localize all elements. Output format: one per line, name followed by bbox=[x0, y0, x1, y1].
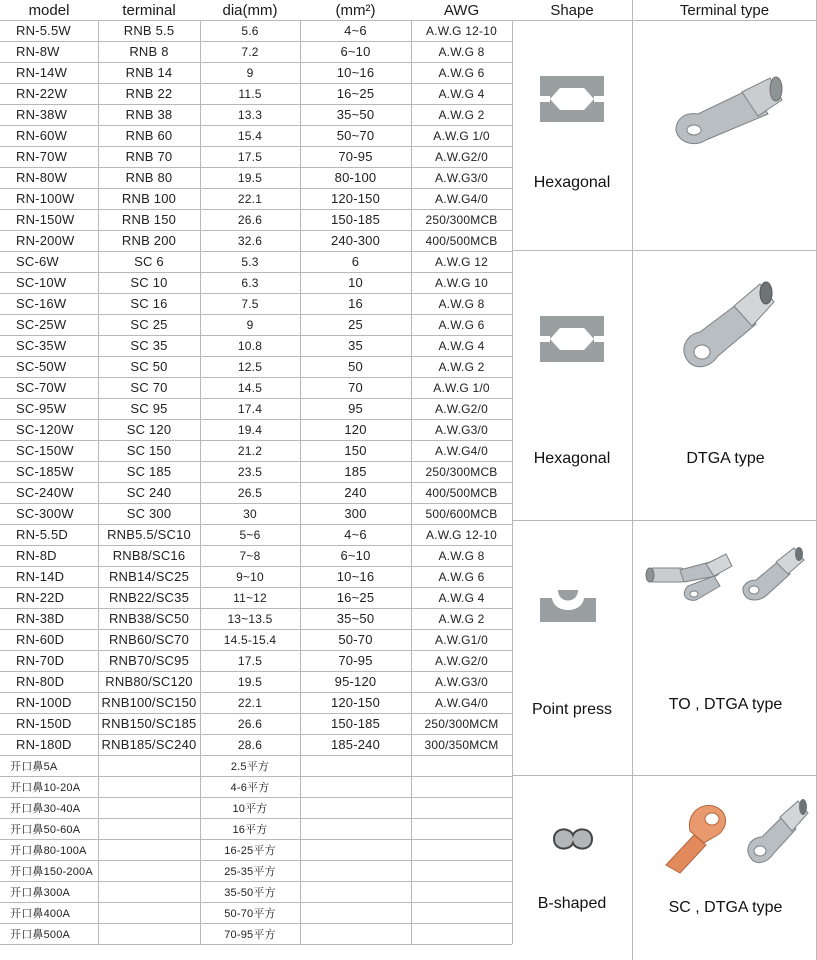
table-row bbox=[0, 125, 512, 146]
cell-model: RN-8D bbox=[16, 548, 57, 563]
shape-label: B-shaped bbox=[537, 895, 607, 912]
cell-awg: A.W.G4/0 bbox=[435, 191, 488, 206]
cell-awg bbox=[411, 755, 512, 776]
cell-dia: 35-50平方 bbox=[224, 886, 276, 899]
cell-awg: A.W.G 2 bbox=[438, 107, 485, 122]
group-open-nose bbox=[512, 775, 817, 960]
cell-terminal: SC 70 bbox=[130, 380, 168, 395]
cell-mm2: 95 bbox=[348, 401, 363, 416]
cell-model: RN-200W bbox=[16, 233, 75, 248]
cell-terminal: RNB70/SC95 bbox=[108, 653, 190, 668]
cell-awg: A.W.G 12-10 bbox=[426, 23, 497, 38]
cell-dia: 26.5 bbox=[237, 485, 263, 500]
cell-model: RN-180D bbox=[16, 737, 72, 752]
cell-mm2: 25 bbox=[348, 317, 363, 332]
table-row bbox=[0, 461, 512, 482]
cell-model: RN-60W bbox=[16, 128, 68, 143]
cell-awg: A.W.G 8 bbox=[438, 548, 485, 563]
header-awg: AWG bbox=[443, 1, 480, 19]
cell-terminal: RNB 60 bbox=[125, 128, 173, 143]
cell-awg: 250/300MCB bbox=[425, 464, 498, 479]
table-row bbox=[0, 272, 512, 293]
cell-awg: 300/350MCM bbox=[424, 737, 499, 752]
cell-dia: 5~6 bbox=[239, 527, 261, 542]
cell-terminal: RNB 100 bbox=[121, 191, 177, 206]
group-rn-d bbox=[512, 520, 817, 775]
table-row bbox=[0, 419, 512, 440]
table-row bbox=[0, 545, 512, 566]
cell-model: RN-150W bbox=[16, 212, 75, 227]
cell-mm2 bbox=[300, 797, 411, 818]
cell-model: SC-16W bbox=[16, 296, 67, 311]
cell-mm2 bbox=[300, 923, 411, 944]
table-row bbox=[0, 41, 512, 62]
table-row bbox=[0, 314, 512, 335]
cell-dia: 10.8 bbox=[237, 338, 263, 353]
cell-dia: 17.4 bbox=[237, 401, 263, 416]
cell-mm2 bbox=[300, 902, 411, 923]
cell-model: SC-95W bbox=[16, 401, 67, 416]
cell-mm2: 35~50 bbox=[336, 611, 375, 626]
cell-terminal bbox=[98, 881, 200, 902]
cell-mm2: 120-150 bbox=[330, 695, 381, 710]
cell-mm2 bbox=[300, 881, 411, 902]
cell-terminal: SC 10 bbox=[130, 275, 168, 290]
header-model: model bbox=[28, 1, 70, 19]
table-row bbox=[0, 209, 512, 230]
cell-dia: 30 bbox=[243, 506, 257, 521]
cell-model: RN-8W bbox=[16, 44, 60, 59]
cell-mm2: 300 bbox=[344, 506, 367, 521]
cell-terminal: SC 120 bbox=[126, 422, 172, 437]
cell-mm2: 16~25 bbox=[336, 590, 375, 605]
table-row bbox=[0, 902, 512, 923]
cell-awg: A.W.G 2 bbox=[438, 611, 485, 626]
cell-model: 开口鼻500A bbox=[10, 928, 71, 941]
cell-awg bbox=[411, 923, 512, 944]
table-row bbox=[0, 587, 512, 608]
cell-mm2: 10 bbox=[348, 275, 363, 290]
cell-terminal: RNB 22 bbox=[125, 86, 173, 101]
cell-mm2: 120-150 bbox=[330, 191, 381, 206]
shape-label: Hexagonal bbox=[533, 450, 611, 467]
cell-terminal: RNB185/SC240 bbox=[101, 737, 197, 752]
cell-mm2: 150 bbox=[344, 443, 367, 458]
cell-terminal: RNB 80 bbox=[125, 170, 173, 185]
cell-model: RN-5.5D bbox=[16, 527, 68, 542]
group-rn-w bbox=[512, 20, 817, 250]
cell-model: RN-150D bbox=[16, 716, 72, 731]
table-row bbox=[0, 188, 512, 209]
hexagonal-die-icon bbox=[540, 316, 604, 362]
cell-terminal: SC 150 bbox=[126, 443, 172, 458]
terminal-type-label: SC , DTGA type bbox=[668, 899, 783, 916]
cell-model: SC-35W bbox=[16, 338, 67, 353]
shape-label: Hexagonal bbox=[533, 174, 611, 191]
cell-awg: A.W.G 6 bbox=[438, 65, 485, 80]
table-row bbox=[0, 776, 512, 797]
cell-awg bbox=[411, 902, 512, 923]
cell-terminal: SC 240 bbox=[126, 485, 172, 500]
cell-terminal: SC 25 bbox=[130, 317, 168, 332]
header-terminal: terminal bbox=[122, 1, 176, 19]
cell-dia: 2.5平方 bbox=[230, 760, 270, 773]
table-row bbox=[0, 83, 512, 104]
cell-model: 开口鼻10-20A bbox=[10, 781, 81, 794]
cell-model: RN-38W bbox=[16, 107, 68, 122]
cell-dia: 7~8 bbox=[239, 548, 261, 563]
cell-awg: A.W.G4/0 bbox=[435, 443, 488, 458]
cell-model: SC-150W bbox=[16, 443, 74, 458]
cell-model: RN-70D bbox=[16, 653, 65, 668]
ring-terminal-picture bbox=[672, 70, 784, 148]
cell-model: RN-22D bbox=[16, 590, 65, 605]
table-row bbox=[0, 671, 512, 692]
cell-model: RN-80D bbox=[16, 674, 65, 689]
cell-awg: A.W.G 6 bbox=[438, 317, 485, 332]
table-row bbox=[0, 629, 512, 650]
cell-terminal: SC 300 bbox=[126, 506, 172, 521]
cell-mm2: 70-95 bbox=[338, 149, 373, 164]
cell-model: RN-100W bbox=[16, 191, 75, 206]
cell-awg: 250/300MCM bbox=[424, 716, 499, 731]
cell-model: RN-38D bbox=[16, 611, 65, 626]
cell-awg: A.W.G3/0 bbox=[435, 170, 488, 185]
cell-terminal: RNB80/SC120 bbox=[105, 674, 193, 689]
cell-terminal bbox=[98, 755, 200, 776]
cell-model: RN-5.5W bbox=[16, 23, 71, 38]
cell-awg: A.W.G 12 bbox=[435, 254, 488, 269]
cell-mm2: 35 bbox=[348, 338, 363, 353]
cell-model: 开口鼻400A bbox=[10, 907, 71, 920]
cell-terminal: RNB 14 bbox=[125, 65, 173, 80]
dtga-terminal-picture bbox=[678, 280, 778, 372]
cell-dia: 25-35平方 bbox=[224, 865, 276, 878]
table-row bbox=[0, 923, 512, 944]
cell-dia: 10平方 bbox=[232, 802, 268, 815]
cell-awg: 400/500MCB bbox=[425, 485, 498, 500]
cell-awg: A.W.G 6 bbox=[438, 569, 485, 584]
cell-mm2: 80-100 bbox=[334, 170, 377, 185]
cell-awg: A.W.G2/0 bbox=[435, 401, 488, 416]
cell-dia: 13~13.5 bbox=[227, 611, 273, 626]
cell-terminal: SC 95 bbox=[130, 401, 168, 416]
cell-terminal: RNB 5.5 bbox=[123, 23, 175, 38]
cell-dia: 12.5 bbox=[237, 359, 263, 374]
cell-model: SC-300W bbox=[16, 506, 74, 521]
cell-dia: 22.1 bbox=[237, 191, 263, 206]
table-row bbox=[0, 818, 512, 839]
cell-model: SC-120W bbox=[16, 422, 74, 437]
cell-model: 开口鼻150-200A bbox=[10, 865, 93, 878]
table-row bbox=[0, 839, 512, 860]
cell-terminal bbox=[98, 776, 200, 797]
cell-model: 开口鼻80-100A bbox=[10, 844, 87, 857]
cell-awg: A.W.G1/0 bbox=[435, 632, 488, 647]
table-row bbox=[0, 335, 512, 356]
cell-awg bbox=[411, 776, 512, 797]
cell-dia: 9~10 bbox=[236, 569, 264, 584]
cell-dia: 4-6平方 bbox=[230, 781, 270, 794]
point-press-die-icon bbox=[540, 580, 596, 622]
cell-dia: 32.6 bbox=[237, 233, 263, 248]
table-row bbox=[0, 797, 512, 818]
cell-dia: 23.5 bbox=[237, 464, 263, 479]
table-row bbox=[0, 692, 512, 713]
cell-dia: 16-25平方 bbox=[224, 844, 276, 857]
cell-terminal: RNB 38 bbox=[125, 107, 173, 122]
cell-dia: 13.3 bbox=[237, 107, 263, 122]
cell-terminal: SC 185 bbox=[126, 464, 172, 479]
cell-model: RN-14W bbox=[16, 65, 68, 80]
cell-awg: A.W.G2/0 bbox=[435, 653, 488, 668]
table-row bbox=[0, 650, 512, 671]
table-row bbox=[0, 167, 512, 188]
header-terminal-type: Terminal type bbox=[679, 1, 770, 19]
table-row bbox=[0, 524, 512, 545]
cell-mm2: 10~16 bbox=[336, 569, 375, 584]
table-row bbox=[0, 566, 512, 587]
cell-terminal: RNB150/SC185 bbox=[101, 716, 197, 731]
cell-mm2: 50-70 bbox=[338, 632, 373, 647]
cell-terminal: RNB8/SC16 bbox=[112, 548, 186, 563]
cell-mm2: 10~16 bbox=[336, 65, 375, 80]
cell-dia: 6.3 bbox=[241, 275, 259, 290]
cell-terminal: SC 6 bbox=[134, 254, 164, 269]
terminal-type-label: TO , DTGA type bbox=[668, 696, 783, 713]
cell-dia: 5.3 bbox=[241, 254, 259, 269]
cell-dia: 15.4 bbox=[237, 128, 263, 143]
cell-dia: 7.2 bbox=[241, 44, 259, 59]
cell-mm2: 95-120 bbox=[334, 674, 377, 689]
cell-terminal: RNB 70 bbox=[125, 149, 173, 164]
cell-mm2: 16~25 bbox=[336, 86, 375, 101]
cell-mm2: 35~50 bbox=[336, 107, 375, 122]
cell-mm2: 50~70 bbox=[336, 128, 375, 143]
cell-awg: A.W.G 4 bbox=[438, 86, 485, 101]
cell-dia: 11.5 bbox=[238, 86, 262, 101]
cell-awg: A.W.G 10 bbox=[435, 275, 488, 290]
cell-terminal bbox=[98, 860, 200, 881]
cell-model: SC-10W bbox=[16, 275, 67, 290]
cell-dia: 9 bbox=[246, 317, 254, 332]
cell-awg: A.W.G3/0 bbox=[435, 422, 488, 437]
cell-mm2: 50 bbox=[348, 359, 363, 374]
cell-dia: 70-95平方 bbox=[224, 928, 276, 941]
grid-line bbox=[0, 944, 512, 945]
table-row bbox=[0, 62, 512, 83]
cell-dia: 26.6 bbox=[237, 716, 263, 731]
table-row bbox=[0, 20, 512, 41]
cell-dia: 5.6 bbox=[241, 23, 259, 38]
table-row bbox=[0, 398, 512, 419]
header-mm2: (mm²) bbox=[335, 1, 376, 19]
cell-mm2 bbox=[300, 839, 411, 860]
cell-dia: 17.5 bbox=[237, 653, 263, 668]
cell-model: RN-70W bbox=[16, 149, 68, 164]
cell-terminal: RNB 150 bbox=[121, 212, 177, 227]
cell-mm2: 240-300 bbox=[330, 233, 381, 248]
cell-mm2: 16 bbox=[348, 296, 363, 311]
table-row bbox=[0, 104, 512, 125]
cell-mm2: 185-240 bbox=[330, 737, 381, 752]
table-row bbox=[0, 482, 512, 503]
cell-mm2 bbox=[300, 776, 411, 797]
cell-awg: A.W.G 12-10 bbox=[426, 527, 497, 542]
header-shape: Shape bbox=[550, 1, 594, 19]
cell-model: SC-185W bbox=[16, 464, 74, 479]
cell-model: RN-100D bbox=[16, 695, 72, 710]
cell-terminal: RNB5.5/SC10 bbox=[107, 527, 191, 542]
cell-mm2: 6 bbox=[351, 254, 360, 269]
table-row bbox=[0, 251, 512, 272]
group-sc-w bbox=[512, 250, 817, 520]
cell-dia: 14.5 bbox=[237, 380, 263, 395]
cell-mm2: 150-185 bbox=[330, 716, 381, 731]
cell-awg: A.W.G 8 bbox=[438, 44, 485, 59]
cell-dia: 50-70平方 bbox=[224, 907, 276, 920]
cell-awg: A.W.G 8 bbox=[438, 296, 485, 311]
table-row bbox=[0, 503, 512, 524]
cell-terminal: SC 50 bbox=[130, 359, 168, 374]
cell-terminal: SC 16 bbox=[130, 296, 168, 311]
cell-awg: 400/500MCB bbox=[425, 233, 498, 248]
cell-mm2: 240 bbox=[344, 485, 367, 500]
cell-dia: 26.6 bbox=[237, 212, 263, 227]
cell-terminal bbox=[98, 902, 200, 923]
header-dia: dia(mm) bbox=[222, 1, 278, 19]
cell-awg: A.W.G4/0 bbox=[435, 695, 488, 710]
cell-awg: 500/600MCB bbox=[425, 506, 498, 521]
cell-mm2: 70 bbox=[348, 380, 363, 395]
cell-model: 开口鼻5A bbox=[10, 760, 58, 773]
table-row bbox=[0, 440, 512, 461]
hexagonal-die-icon bbox=[540, 76, 604, 122]
cell-terminal: RNB 8 bbox=[129, 44, 169, 59]
cell-mm2: 120 bbox=[344, 422, 367, 437]
cell-mm2 bbox=[300, 755, 411, 776]
cell-terminal bbox=[98, 797, 200, 818]
cell-terminal bbox=[98, 923, 200, 944]
cell-dia: 7.5 bbox=[241, 296, 259, 311]
cell-model: RN-80W bbox=[16, 170, 68, 185]
cell-dia: 16平方 bbox=[232, 823, 268, 836]
cell-model: RN-22W bbox=[16, 86, 68, 101]
cell-awg bbox=[411, 797, 512, 818]
cell-dia: 28.6 bbox=[237, 737, 263, 752]
cell-mm2 bbox=[300, 860, 411, 881]
table-row bbox=[0, 881, 512, 902]
cell-model: 开口鼻300A bbox=[10, 886, 71, 899]
cell-terminal: RNB14/SC25 bbox=[108, 569, 190, 584]
table-row bbox=[0, 755, 512, 776]
cell-dia: 19.5 bbox=[237, 674, 263, 689]
cell-model: SC-6W bbox=[16, 254, 59, 269]
cell-model: RN-14D bbox=[16, 569, 65, 584]
table-row bbox=[0, 713, 512, 734]
cell-dia: 19.5 bbox=[237, 170, 263, 185]
cell-terminal: RNB22/SC35 bbox=[108, 590, 190, 605]
table-row bbox=[0, 860, 512, 881]
table-row bbox=[0, 377, 512, 398]
cell-model: SC-50W bbox=[16, 359, 67, 374]
cell-model: RN-60D bbox=[16, 632, 65, 647]
cell-terminal bbox=[98, 839, 200, 860]
cell-dia: 9 bbox=[246, 65, 254, 80]
cell-awg: 250/300MCB bbox=[425, 212, 498, 227]
to-dtga-terminals-picture bbox=[640, 542, 810, 608]
cell-dia: 14.5-15.4 bbox=[223, 632, 277, 647]
cell-awg: A.W.G 1/0 bbox=[433, 380, 490, 395]
cell-awg: A.W.G 2 bbox=[438, 359, 485, 374]
cell-dia: 22.1 bbox=[237, 695, 263, 710]
cell-dia: 17.5 bbox=[237, 149, 263, 164]
cell-dia: 21.2 bbox=[237, 443, 263, 458]
cell-awg: A.W.G 4 bbox=[438, 590, 485, 605]
cell-awg: A.W.G 4 bbox=[438, 338, 485, 353]
cell-mm2: 4~6 bbox=[344, 527, 367, 542]
cell-awg: A.W.G 1/0 bbox=[433, 128, 490, 143]
sc-dtga-terminals-picture bbox=[660, 795, 814, 875]
terminal-type-label: DTGA type bbox=[686, 450, 765, 467]
cell-model: 开口鼻30-40A bbox=[10, 802, 81, 815]
cell-awg bbox=[411, 860, 512, 881]
b-shaped-die-icon bbox=[552, 827, 594, 851]
cell-awg bbox=[411, 839, 512, 860]
cell-mm2 bbox=[300, 818, 411, 839]
cell-dia: 11~12 bbox=[233, 590, 267, 605]
cell-terminal: SC 35 bbox=[130, 338, 168, 353]
cell-model: SC-25W bbox=[16, 317, 67, 332]
cell-dia: 19.4 bbox=[237, 422, 263, 437]
cell-awg bbox=[411, 818, 512, 839]
cell-mm2: 150-185 bbox=[330, 212, 381, 227]
cell-model: SC-240W bbox=[16, 485, 74, 500]
cell-mm2: 4~6 bbox=[344, 23, 367, 38]
cell-terminal: RNB38/SC50 bbox=[108, 611, 190, 626]
cell-mm2: 70-95 bbox=[338, 653, 373, 668]
cell-mm2: 185 bbox=[344, 464, 367, 479]
cell-awg: A.W.G3/0 bbox=[435, 674, 488, 689]
cell-terminal: RNB 200 bbox=[121, 233, 177, 248]
table-row bbox=[0, 356, 512, 377]
table-row bbox=[0, 146, 512, 167]
table-row bbox=[0, 293, 512, 314]
cell-model: 开口鼻50-60A bbox=[10, 823, 81, 836]
table-row bbox=[0, 230, 512, 251]
cell-terminal: RNB60/SC70 bbox=[108, 632, 190, 647]
cell-awg bbox=[411, 881, 512, 902]
cell-awg: A.W.G2/0 bbox=[435, 149, 488, 164]
cell-terminal: RNB100/SC150 bbox=[101, 695, 197, 710]
cell-mm2: 6~10 bbox=[340, 548, 371, 563]
table-row bbox=[0, 608, 512, 629]
shape-label: Point press bbox=[531, 701, 613, 718]
cell-terminal bbox=[98, 818, 200, 839]
cell-model: SC-70W bbox=[16, 380, 67, 395]
cell-mm2: 6~10 bbox=[340, 44, 371, 59]
table-row bbox=[0, 734, 512, 755]
